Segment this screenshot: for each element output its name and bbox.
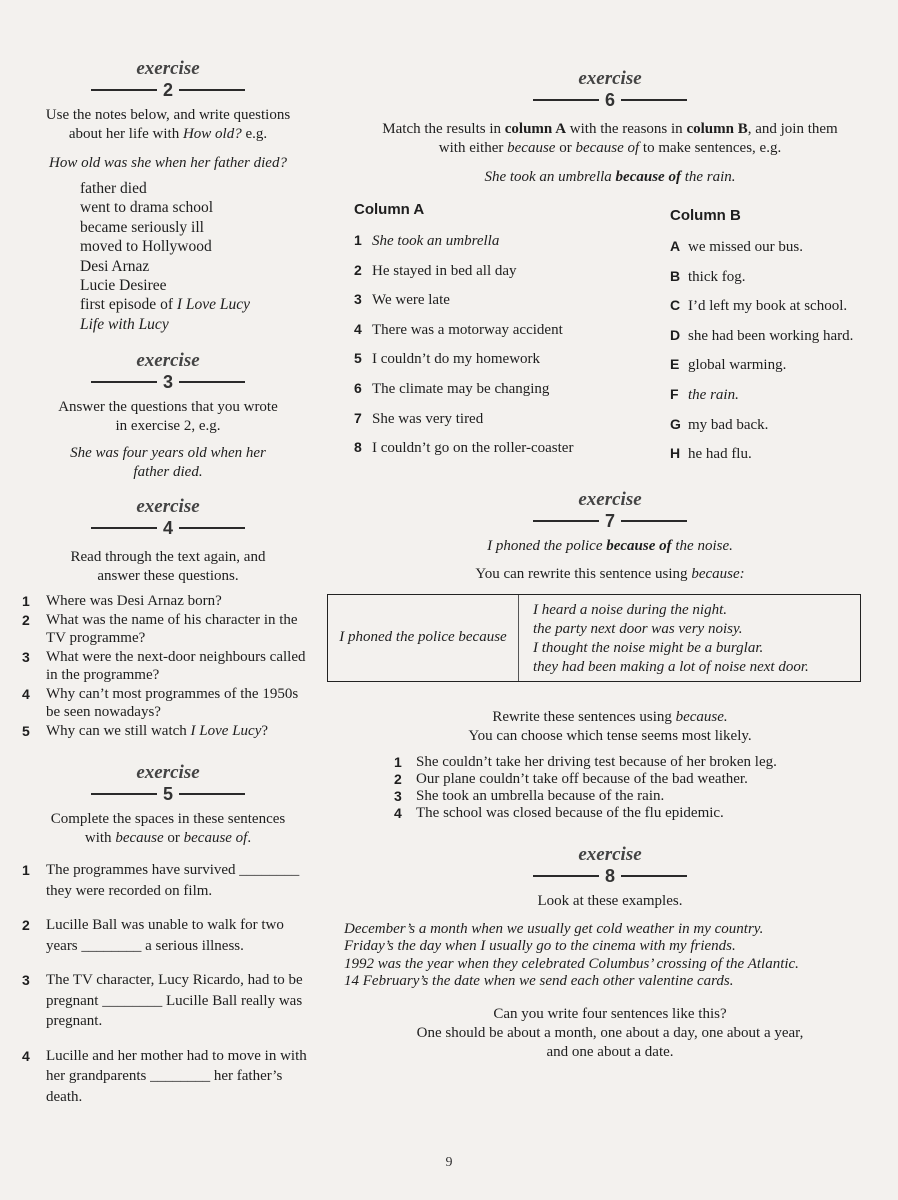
left-column — [22, 58, 314, 1121]
exercise-3-instruction: Answer the questions that you wrote in exercise 2, e.g. — [58, 399, 278, 435]
column-a-title: Column A — [354, 201, 425, 218]
example-sentence: December’s a month when we usually get cold weather in my country. — [344, 920, 764, 937]
exercise-7-heading — [340, 489, 880, 531]
column-a-item: 1 She took an umbrella — [354, 232, 500, 249]
heading-rule — [179, 793, 245, 795]
box-ending: they had been making a lot of noise next door. — [533, 658, 809, 675]
note-item: moved to Hollywood — [80, 238, 212, 256]
note-item: Life with Lucy — [80, 315, 169, 333]
exercise-8-question: Can you write four sentences like this? One should be about a month, one about a day, one about a year, and one about a date. — [416, 1005, 804, 1060]
box-stem: I phoned the police because — [328, 595, 519, 681]
column-b-item: A we missed our bus. — [670, 238, 803, 255]
box-endings — [519, 595, 809, 681]
exercise-number: 5 — [162, 784, 173, 805]
exercise-8-instruction: Look at these examples. — [537, 892, 683, 909]
column-a-item: 3 We were late — [354, 291, 450, 309]
column-b-item: C I’d left my book at school. — [670, 297, 848, 315]
exercise-5-sentences — [22, 860, 314, 1107]
exercise-8-heading — [340, 844, 880, 886]
column-b-item: F the rain. — [670, 385, 739, 403]
list-item: 4 Lucille and her mother had to move in with her grandparents ________ her father’s death. — [22, 1047, 307, 1105]
heading-rule — [91, 381, 157, 383]
exercise-3-example: She was four years old when her father died. — [70, 445, 266, 481]
heading-rule — [179, 381, 245, 383]
heading-rule — [533, 520, 599, 522]
heading-rule — [179, 527, 245, 529]
exercise-7-rewrite-note: You can rewrite this sentence using because: — [475, 565, 745, 582]
exercise-word: exercise — [136, 496, 200, 518]
list-item: 2 What was the name of his character in the TV programme? — [22, 611, 298, 647]
list-item: 5 Why can we still watch I Love Lucy? — [22, 722, 269, 739]
list-item: 1 The programmes have survived ________ they were recorded on film. — [22, 862, 300, 899]
page-number: 9 — [445, 1155, 453, 1170]
note-item: went to drama school — [80, 199, 214, 217]
exercise-word: exercise — [136, 762, 200, 784]
exercise-word: exercise — [136, 58, 200, 79]
exercise-7-box — [327, 594, 861, 682]
exercise-5-instruction: Complete the spaces in these sentences with because or because of. — [50, 811, 286, 847]
exercise-number: 4 — [162, 518, 173, 539]
heading-rule — [621, 875, 687, 877]
exercise-4-heading — [22, 496, 314, 538]
box-ending: I heard a noise during the night. — [533, 601, 728, 618]
column-a-item: 6 The climate may be changing — [354, 379, 550, 397]
exercise-7-example: I phoned the police because of the noise. — [487, 537, 733, 554]
column-b-item: D she had been working hard. — [670, 326, 854, 344]
exercise-2-example: How old was she when her father died? — [49, 155, 287, 171]
list-item: 4 The school was closed because of the flu epidemic. — [394, 804, 724, 821]
column-a-item: 8 I couldn’t go on the roller-coaster — [354, 439, 574, 457]
right-column — [340, 68, 880, 1062]
list-item: 3 The TV character, Lucy Ricardo, had to be pregnant ________ Lucille Ball really was pregnant. — [22, 972, 303, 1030]
list-item: 1 Where was Desi Arnaz born? — [22, 593, 222, 610]
column-b-title: Column B — [670, 207, 741, 224]
list-item: 3 She took an umbrella because of the rain. — [394, 787, 665, 804]
exercise-7-instruction: Rewrite these sentences using because. You can choose which tense seems most likely. — [468, 708, 752, 744]
matching-columns — [340, 201, 880, 469]
exercise-number: 2 — [162, 80, 173, 100]
exercise-number: 3 — [162, 372, 173, 393]
exercise-word: exercise — [578, 843, 642, 865]
note-item: became seriously ill — [80, 218, 204, 236]
column-b-item: G my bad back. — [670, 415, 769, 433]
column-a-item: 4 There was a motorway accident — [354, 320, 563, 338]
example-sentence: Friday’s the day when I usually go to the cinema with my friends. — [344, 938, 736, 955]
exercise-5-heading — [22, 762, 314, 804]
column-a — [354, 201, 654, 469]
list-item: 3 What were the next-door neighbours called in the programme? — [22, 648, 306, 684]
column-b — [670, 207, 880, 469]
note-item: Lucie Desiree — [80, 277, 167, 295]
list-item: 4 Why can’t most programmes of the 1950s be seen nowadays? — [22, 685, 299, 721]
exercise-7-sentences — [394, 754, 880, 822]
column-b-item: E global warming. — [670, 356, 787, 374]
column-a-item: 2 He stayed in bed all day — [354, 261, 517, 279]
exercise-number: 6 — [604, 90, 615, 110]
exercise-6-example: She took an umbrella because of the rain. — [484, 169, 736, 185]
note-item: Desi Arnaz — [80, 257, 150, 275]
exercise-2-heading — [22, 58, 314, 100]
exercise-6-heading — [340, 68, 880, 110]
box-ending: I thought the noise might be a burglar. — [533, 639, 764, 656]
heading-rule — [91, 89, 157, 91]
heading-rule — [91, 793, 157, 795]
column-a-item: 5 I couldn’t do my homework — [354, 350, 541, 368]
heading-rule — [533, 99, 599, 101]
heading-rule — [621, 520, 687, 522]
exercise-word: exercise — [578, 68, 642, 89]
exercise-4-questions — [22, 592, 314, 740]
list-item: 1 She couldn’t take her driving test because of her broken leg. — [394, 753, 777, 770]
exercise-6-instruction: Match the results in column A with the reasons in column B, and join them with either because or because of to make sentences, e.g. — [382, 121, 838, 156]
heading-rule — [533, 875, 599, 877]
exercise-8-examples — [344, 921, 880, 991]
example-sentence: 1992 was the year when they celebrated Columbus’ crossing of the Atlantic. — [344, 955, 799, 972]
box-ending: the party next door was very noisy. — [533, 620, 743, 637]
exercise-word: exercise — [136, 350, 200, 372]
exercise-number: 8 — [604, 865, 615, 886]
column-a-item: 7 She was very tired — [354, 409, 484, 427]
column-b-item: B thick fog. — [670, 267, 746, 285]
exercise-number: 7 — [604, 510, 615, 531]
heading-rule — [179, 89, 245, 91]
heading-rule — [91, 527, 157, 529]
exercise-3-heading — [22, 350, 314, 392]
column-b-item: H he had flu. — [670, 445, 752, 463]
exercise-2-instruction: Use the notes below, and write questions about her life with How old? e.g. — [45, 107, 291, 142]
note-item: father died — [80, 180, 147, 197]
exercise-2-notes — [80, 179, 314, 334]
list-item: 2 Our plane couldn’t take off because of the bad weather. — [394, 770, 748, 787]
heading-rule — [621, 99, 687, 101]
exercise-4-instruction: Read through the text again, and answer these questions. — [70, 549, 266, 585]
example-sentence: 14 February’s the date when we send each other valentine cards. — [344, 973, 734, 990]
note-item: first episode of I Love Lucy — [80, 296, 251, 314]
list-item: 2 Lucille Ball was unable to walk for two years ________ a serious illness. — [22, 917, 284, 954]
exercise-7-box-wrap — [340, 594, 880, 680]
exercise-word: exercise — [578, 488, 642, 510]
